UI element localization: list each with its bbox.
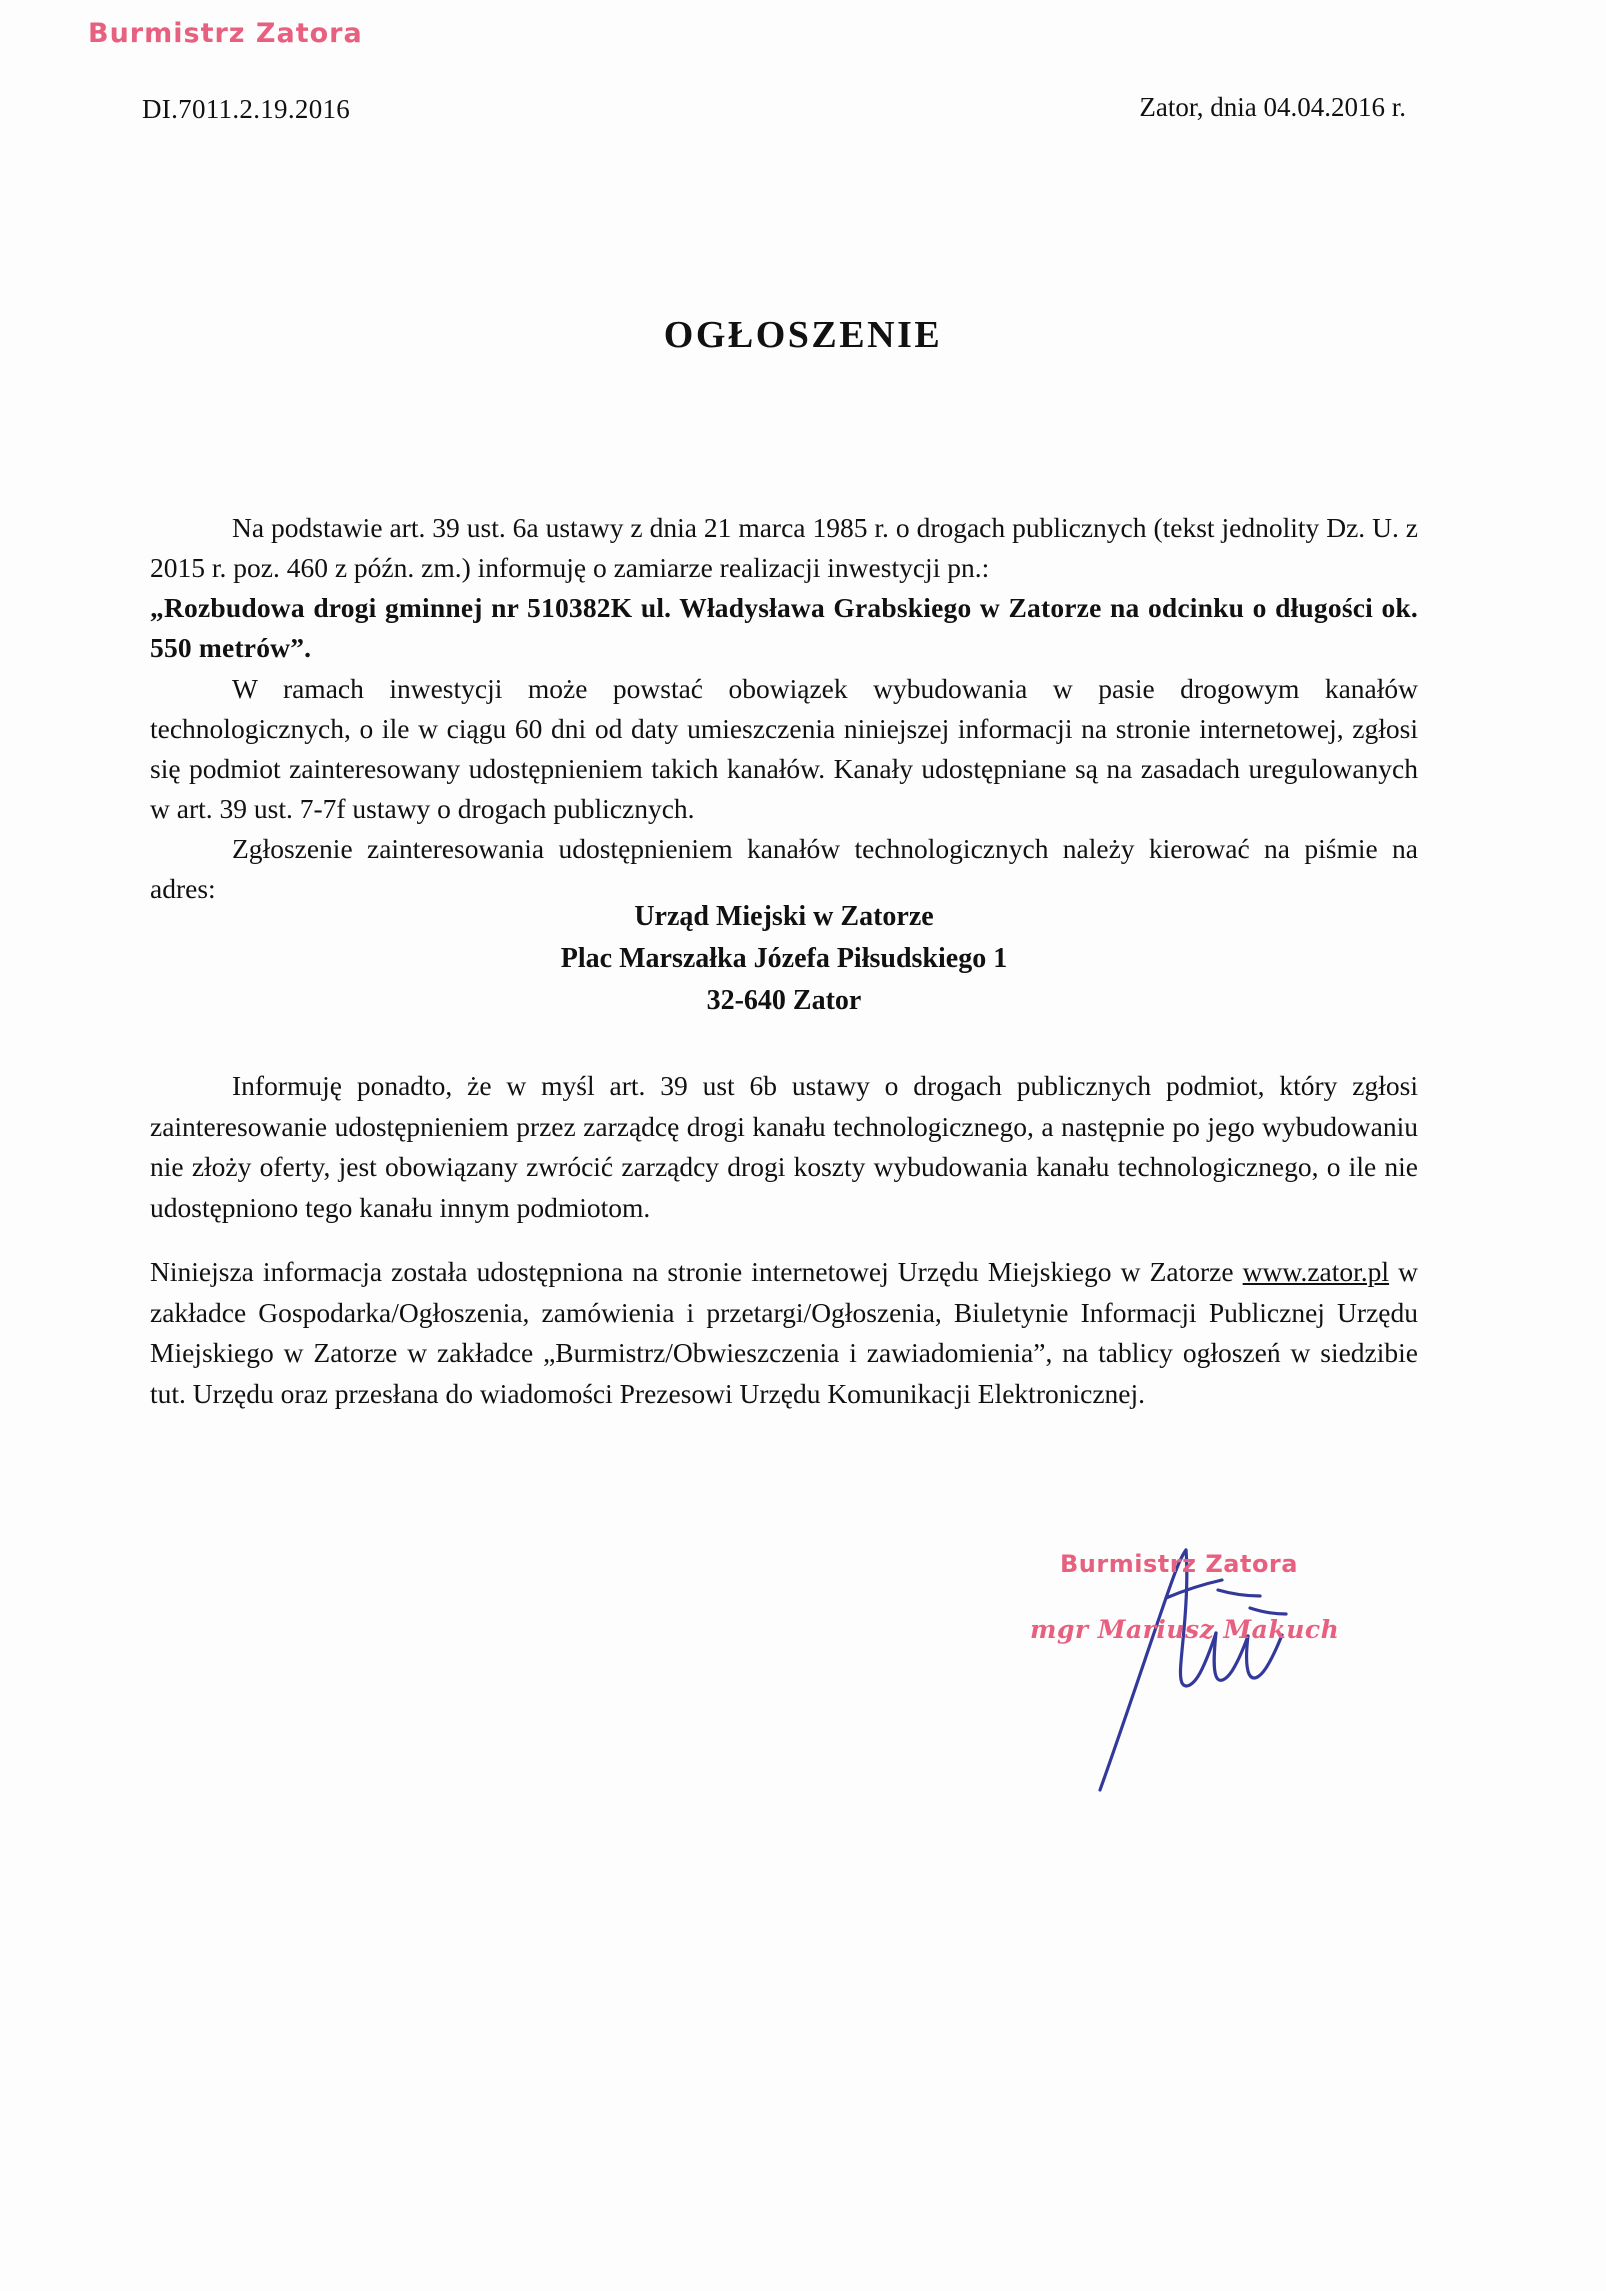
paragraph-technological-channels: W ramach inwestycji może powstać obowiązek wybudowania w pasie drogowym kanałów technologicznych, o ile w ciągu 60 dni od daty umieszczenia niniejszej informacji na stronie internetowej, zgłosi się podmiot zainteresowany udostępnieniem takich kanałów. Kanały udostępniane są na zasadach uregulowanych w art. 39 ust. 7-7f ustawy o drogach publicznych. <box>150 672 1418 824</box>
paragraph-cost-obligation: Informuję ponadto, że w myśl art. 39 ust 6b ustawy o drogach publicznych podmiot, który zgłosi zainteresowanie udostępnieniem przez zarządcę drogi kanału technologicznego, a następnie po jego wybudowaniu nie złoży oferty, jest obowiązany zwrócić zarządcy drogi koszty wybudowania kanału technologicznego, o ile nie udostępniono tego kanału innym podmiotom. <box>150 1070 1418 1224</box>
investment-name: „Rozbudowa drogi gminnej nr 510382K ul. Władysława Grabskiego w Zatorze na odcinku o długości ok. 550 metrów”. <box>150 592 1418 664</box>
place-and-date: Zator, dnia 04.04.2016 r. <box>1139 92 1406 122</box>
publication-text-part-1: Niniejsza informacja została udostępniona na stronie internetowej Urzędu Miejskiego w Zatorze <box>150 1256 1243 1287</box>
address-line-street: Plac Marszałka Józefa Piłsudskiego 1 <box>560 943 1008 974</box>
office-stamp-header: Burmistrz Zatora <box>88 18 363 49</box>
body-section-1 <box>150 508 1418 909</box>
paragraph-submission-address-intro: Zgłoszenie zainteresowania udostępnieniem kanałów technologicznych należy kierować na piśmie na adres: <box>150 833 1418 905</box>
handwritten-signature-icon <box>980 1490 1440 1820</box>
paragraph-publication-info <box>150 1252 1418 1415</box>
paragraph-legal-basis: Na podstawie art. 39 ust. 6a ustawy z dnia 21 marca 1985 r. o drogach publicznych (tekst jednolity Dz. U. z 2015 r. poz. 460 z późn. zm.) informuję o zamiarze realizacji inwestycji pn.: <box>150 512 1418 584</box>
address-line-office: Urząd Miejski w Zatorze <box>634 901 934 932</box>
signature-stamp-title: Burmistrz Zatora <box>1060 1550 1298 1578</box>
page-title: OGŁOSZENIE <box>663 314 943 356</box>
publication-text-part-2: w zakładce Gospodarka/Ogłoszenia, zamówienia i przetargi/Ogłoszenia, Biuletynie Informacji Publicznej Urzędu Miejskiego w Zatorze w zakładce „Burmistrz/Obwieszczenia i zawiadomienia”, na tablicy ogłoszeń w siedzibie tut. Urzędu oraz przesłana do wiadomości Prezesowi Urzędu Komunikacji Elektronicznej. <box>150 1256 1418 1410</box>
address-line-city: 32-640 Zator <box>706 985 862 1016</box>
signature-stamp-name: mgr Mariusz Makuch <box>1030 1615 1340 1644</box>
reference-number: DI.7011.2.19.2016 <box>142 94 351 124</box>
office-address <box>150 896 1418 1022</box>
zator-website-link[interactable]: www.zator.pl <box>1242 1256 1390 1287</box>
signature-block <box>1000 1530 1420 1790</box>
